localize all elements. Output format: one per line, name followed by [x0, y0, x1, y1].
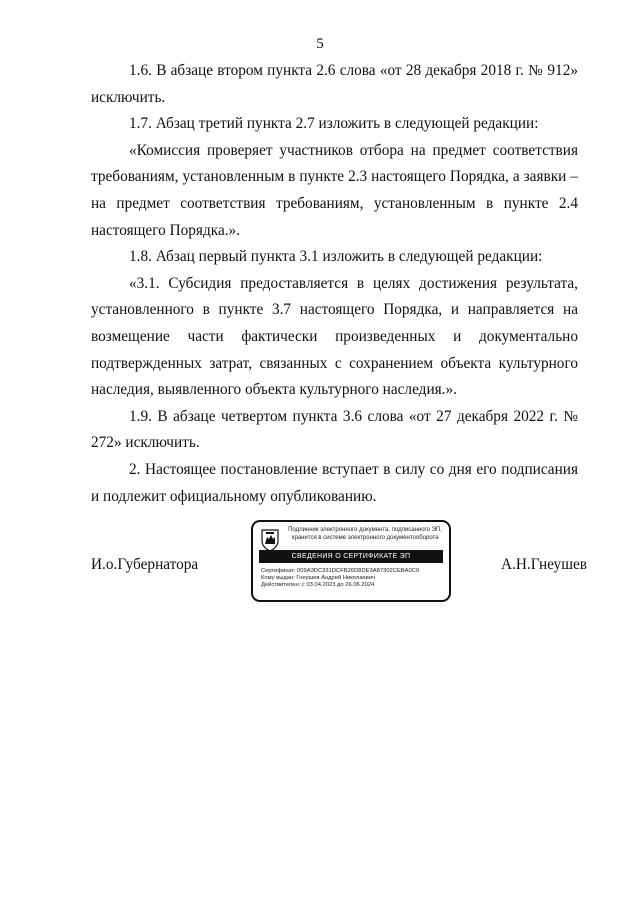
certificate-validity: Действителен: с 03.04.2023 до 26.06.2024	[261, 582, 375, 588]
stamp-banner: СВЕДЕНИЯ О СЕРТИФИКАТЕ ЭП	[259, 550, 443, 563]
paragraph-1-9: 1.9. В абзаце четвертом пункта 3.6 слова «от 27 декабря 2022 г. № 272» исключить.	[91, 407, 578, 452]
certificate-number: Сертификат: 009A3DC331DCFB26D8DE3A87302CEBA0C0	[261, 568, 420, 574]
paragraph-2: 2. Настоящее постановление вступает в силу со дня его подписания и подлежит официальному опубликованию.	[91, 460, 578, 505]
certificate-owner: Кому выдан: Гнеушев Андрей Николаевич	[261, 575, 376, 581]
stamp-header-line1: Подлинник электронного документа, подписанного ЭП,	[288, 527, 442, 533]
coat-of-arms-icon	[260, 528, 280, 552]
paragraph-1-7-quote: «Комиссия проверяет участников отбора на предмет соответствия требованиям, установленным в пункте 2.3 настоящего Порядка, а заявки – на предмет соответствия требованиям, установленным в пункте 2.4 настоящего Порядка.».	[91, 141, 578, 239]
stamp-header-line2: хранится в системе электронного документооборота	[291, 534, 439, 541]
stamp-header	[283, 527, 447, 542]
signer-name: А.Н.Гнеушев	[500, 556, 587, 573]
page-number: 5	[316, 36, 324, 52]
document-body	[91, 58, 578, 510]
paragraph-1-7: 1.7. Абзац третий пункта 2.7 изложить в следующей редакции:	[129, 115, 539, 133]
signature-block	[91, 520, 587, 610]
paragraph-1-6: 1.6. В абзаце втором пункта 2.6 слова «от 28 декабря 2018 г. № 912» исключить.	[91, 62, 578, 106]
signer-title: И.о.Губернатора	[91, 556, 199, 573]
stamp-details	[261, 568, 447, 589]
paragraph-1-8: 1.8. Абзац первый пункта 3.1 изложить в следующей редакции:	[129, 248, 543, 266]
paragraph-1-8-quote: «3.1. Субсидия предоставляется в целях достижения результата, установленного в пункте 3.7 настоящего Порядка, и направляется на возмещение части фактически произведенных и документально подтвержденных затрат, связанных с сохранением объекта культурного наследия, выявленного объекта культурного наследия.».	[91, 274, 578, 399]
electronic-signature-stamp	[251, 520, 451, 602]
